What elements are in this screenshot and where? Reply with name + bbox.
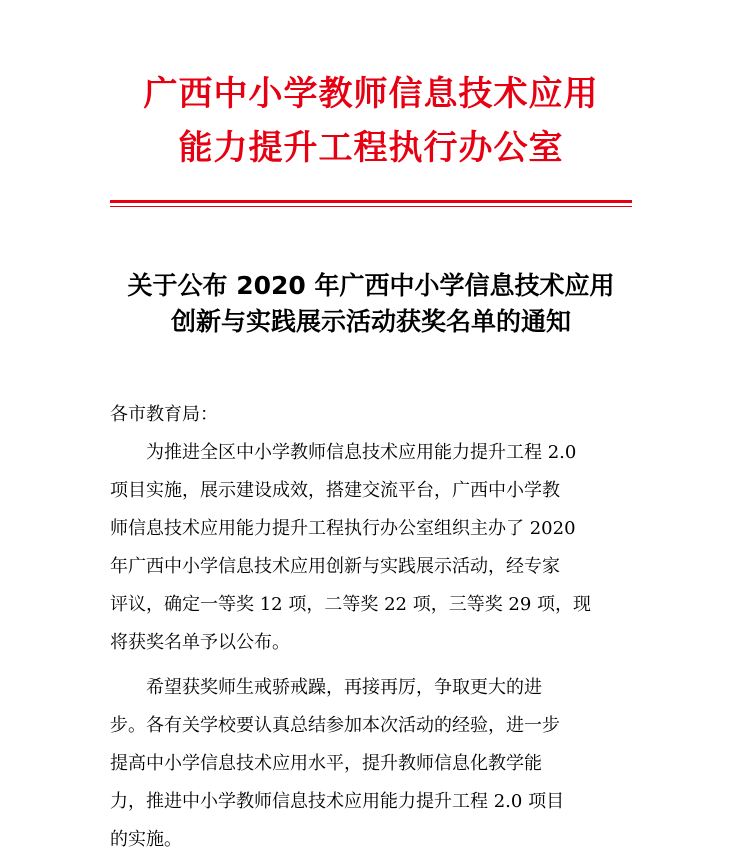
notice-title-line-2: 创新与实践展示活动获奖名单的通知	[170, 307, 571, 336]
paragraph-1-line-6: 将获奖名单予以公布。	[110, 632, 290, 653]
paragraph-2-line-4: 力，推进中小学教师信息技术应用能力提升工程 2.0 项目	[110, 791, 565, 812]
header-divider-thin	[110, 206, 632, 207]
org-name-line-1: 广西中小学教师信息技术应用	[143, 74, 599, 114]
paragraph-2-line-1: 希望获奖师生戒骄戒躁，再接再厉，争取更大的进	[110, 677, 542, 698]
paragraph-1-line-3: 师信息技术应用能力提升工程执行办公室组织主办了 2020	[110, 518, 576, 539]
header-divider-thick	[110, 200, 632, 203]
notice-title-line-1: 关于公布 2020 年广西中小学信息技术应用	[127, 271, 615, 300]
paragraph-1-line-5: 评议，确定一等奖 12 项，二等奖 22 项，三等奖 29 项，现	[110, 594, 592, 615]
paragraph-2-line-3: 提高中小学信息技术应用水平，提升教师信息化教学能	[110, 753, 542, 774]
paragraph-1-line-2: 项目实施，展示建设成效，搭建交流平台，广西中小学教	[110, 480, 560, 501]
paragraph-1-line-1: 为推进全区中小学教师信息技术应用能力提升工程 2.0	[110, 442, 577, 463]
org-name-line-2: 能力提升工程执行办公室	[178, 128, 564, 168]
paragraph-2-line-5: 的实施。	[110, 829, 182, 850]
paragraph-2-line-2: 步。各有关学校要认真总结参加本次活动的经验，进一步	[110, 715, 560, 736]
paragraph-1-line-4: 年广西中小学信息技术应用创新与实践展示活动，经专家	[110, 556, 560, 577]
salutation: 各市教育局：	[110, 404, 218, 425]
